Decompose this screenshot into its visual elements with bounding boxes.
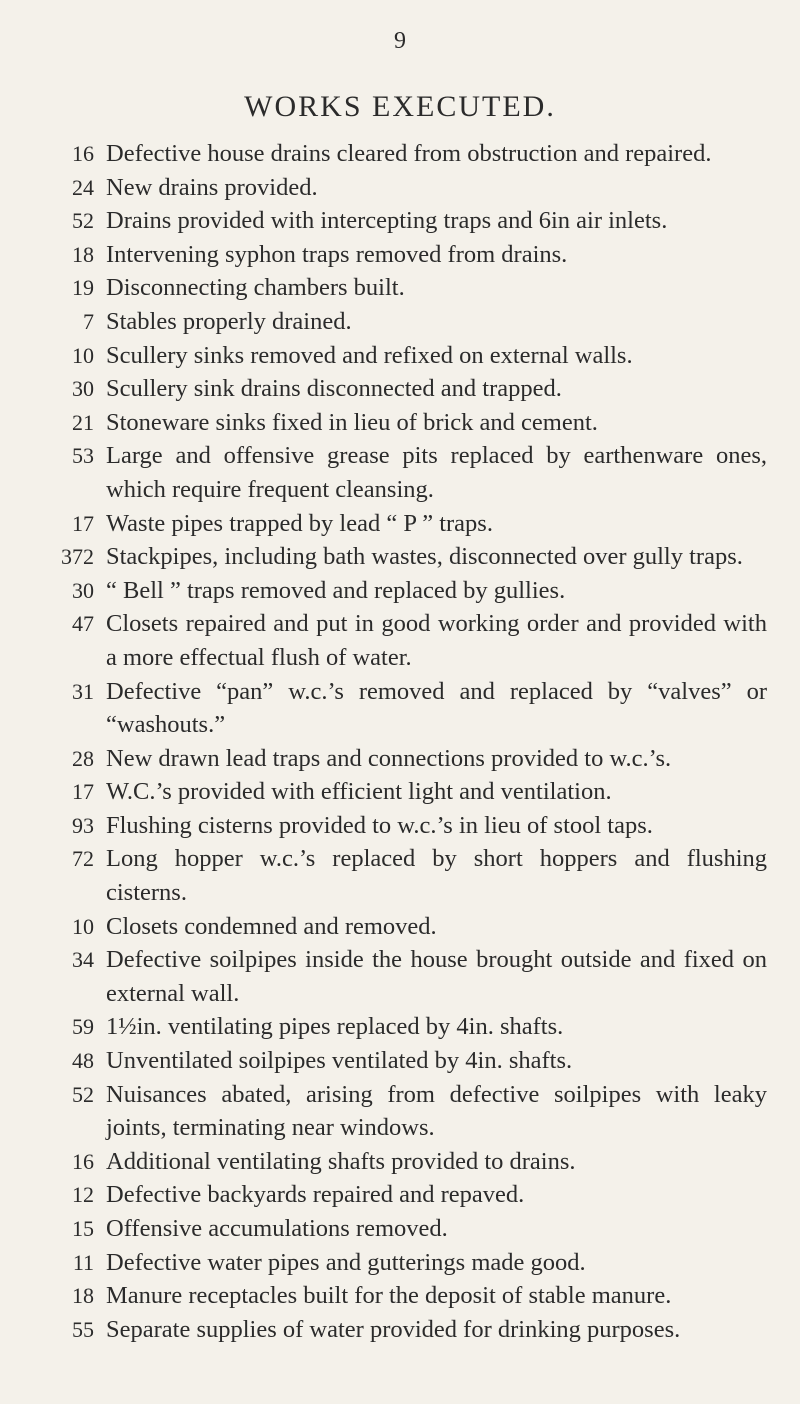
list-item	[52, 1044, 767, 1078]
list-item	[52, 1279, 767, 1313]
item-count: 16	[72, 1148, 94, 1174]
item-count: 16	[72, 141, 94, 166]
item-count: 93	[72, 812, 94, 838]
list-item	[52, 842, 767, 909]
list-item	[52, 1145, 767, 1179]
list-item	[52, 1010, 767, 1044]
list-item	[52, 339, 767, 373]
item-description: Flushing cisterns provided to w.c.’s in lieu of stool taps.	[106, 811, 653, 839]
list-item	[52, 507, 767, 541]
list-item	[52, 171, 767, 205]
item-count: 24	[72, 174, 94, 200]
item-count: 48	[72, 1048, 94, 1074]
list-item	[52, 1178, 767, 1212]
page-title: WORKS EXECUTED.	[244, 90, 556, 123]
item-count: 28	[72, 745, 94, 771]
list-item	[52, 238, 767, 272]
list-item	[52, 1246, 767, 1280]
item-description: Drains provided with intercepting traps and 6in air inlets.	[106, 207, 668, 235]
list-item	[52, 1313, 767, 1347]
item-count: 7	[83, 308, 94, 334]
item-count: 30	[72, 376, 94, 402]
list-item	[52, 1212, 767, 1246]
list-item	[52, 675, 767, 742]
item-description: Separate supplies of water provided for drinking purposes.	[106, 1315, 681, 1343]
item-count: 52	[72, 1081, 94, 1107]
list-item	[52, 910, 767, 944]
item-description: Stackpipes, including bath wastes, disconnected over gully traps.	[106, 543, 743, 571]
item-description: Closets repaired and put in good working order and provided with a more effectual flush of water.	[106, 610, 767, 671]
item-description: Stables properly drained.	[106, 307, 352, 335]
item-count: 53	[72, 443, 94, 469]
item-count: 31	[72, 678, 94, 704]
item-count: 15	[72, 1216, 94, 1241]
item-description: “ Bell ” traps removed and replaced by gullies.	[106, 576, 566, 604]
item-count: 72	[72, 846, 94, 872]
item-count: 21	[72, 409, 94, 435]
item-description: 1½in. ventilating pipes replaced by 4in. shafts.	[106, 1013, 564, 1041]
item-count: 59	[72, 1014, 94, 1040]
item-description: Defective house drains cleared from obstruction and repaired.	[106, 140, 712, 167]
item-description: Closets condemned and removed.	[106, 912, 437, 940]
list-item	[52, 305, 767, 339]
list-item	[52, 775, 767, 809]
item-description: Manure receptacles built for the deposit of stable manure.	[106, 1282, 672, 1310]
item-count: 52	[72, 208, 94, 234]
list-item	[52, 1078, 767, 1145]
list-item	[52, 137, 767, 171]
list-item	[52, 809, 767, 843]
item-description: New drawn lead traps and connections provided to w.c.’s.	[106, 744, 672, 772]
item-description: New drains provided.	[106, 173, 318, 201]
item-count: 19	[72, 275, 94, 301]
list-item	[52, 540, 767, 574]
item-description: Additional ventilating shafts provided to drains.	[106, 1147, 576, 1175]
list-item	[52, 742, 767, 776]
item-description: Intervening syphon traps removed from drains.	[106, 240, 568, 268]
item-count: 34	[72, 947, 94, 973]
list-item	[52, 574, 767, 608]
item-count: 17	[72, 779, 94, 805]
item-description: Scullery sink drains disconnected and trapped.	[106, 375, 562, 403]
item-description: Large and offensive grease pits replaced by earthenware ones, which require frequent cleansing.	[106, 442, 767, 503]
item-count: 11	[72, 1249, 94, 1275]
list-item	[52, 372, 767, 406]
item-description: Waste pipes trapped by lead “ P ” traps.	[106, 509, 493, 537]
item-count: 55	[72, 1316, 94, 1342]
works-list	[52, 137, 767, 1346]
item-count: 10	[72, 913, 94, 939]
item-count: 10	[72, 342, 94, 368]
item-description: W.C.’s provided with efficient light and ventilation.	[106, 778, 612, 806]
item-description: Defective backyards repaired and repaved.	[106, 1181, 525, 1209]
item-description: Defective water pipes and gutterings made good.	[106, 1248, 586, 1276]
item-description: Unventilated soilpipes ventilated by 4in. shafts.	[106, 1047, 573, 1075]
item-count: 30	[72, 577, 94, 603]
list-item	[52, 943, 767, 1010]
item-description: Defective soilpipes inside the house brought outside and fixed on external wall.	[106, 946, 767, 1007]
item-count: 17	[72, 510, 94, 536]
list-item	[52, 271, 767, 305]
item-count: 47	[72, 611, 94, 637]
item-description: Offensive accumulations removed.	[106, 1215, 448, 1242]
item-description: Long hopper w.c.’s replaced by short hoppers and flushing cisterns.	[106, 845, 767, 907]
item-description: Disconnecting chambers built.	[106, 274, 405, 302]
item-description: Scullery sinks removed and refixed on external walls.	[106, 341, 633, 369]
item-count: 18	[72, 1283, 94, 1309]
item-count: 372	[61, 544, 94, 570]
list-item	[52, 439, 767, 506]
item-count: 12	[72, 1182, 94, 1208]
item-count: 18	[72, 241, 94, 267]
item-description: Defective “pan” w.c.’s removed and replaced by “valves” or “washouts.”	[106, 677, 767, 739]
list-item	[52, 204, 767, 238]
item-description: Stoneware sinks fixed in lieu of brick and cement.	[106, 408, 598, 436]
item-description: Nuisances abated, arising from defective soilpipes with leaky joints, terminating near windows.	[106, 1080, 767, 1142]
list-item	[52, 406, 767, 440]
page-number: 9	[394, 28, 406, 54]
list-item	[52, 607, 767, 674]
